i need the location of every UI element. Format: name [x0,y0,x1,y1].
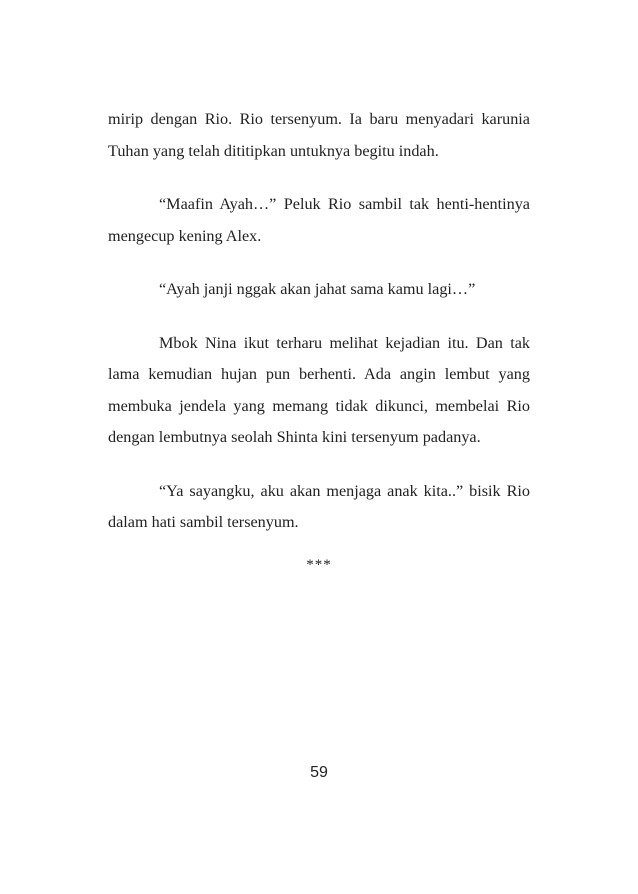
scene-break: *** [306,556,332,573]
paragraph-2: “Maafin Ayah…” Peluk Rio sambil tak henti-hentinya mengecup kening Alex. [108,195,530,245]
paragraph-3: “Ayah janji nggak akan jahat sama kamu lagi…” [159,280,476,298]
paragraph-4: Mbok Nina ikut terharu melihat kejadian itu. Dan tak lama kemudian hujan pun berhenti. Ada angin lembut yang membuka jendela yang memang tidak dikunci, membelai Rio dengan lembutnya seolah Shinta kini tersenyum padanya. [108,333,530,446]
page-number: 59 [310,764,328,781]
paragraph-5: “Ya sayangku, aku akan menjaga anak kita..” bisik Rio dalam hati sambil tersenyum. [108,481,530,531]
page-body [108,104,530,575]
paragraph-1: mirip dengan Rio. Rio tersenyum. Ia baru menyadari karunia Tuhan yang telah dititipkan untuknya begitu indah. [108,110,530,160]
